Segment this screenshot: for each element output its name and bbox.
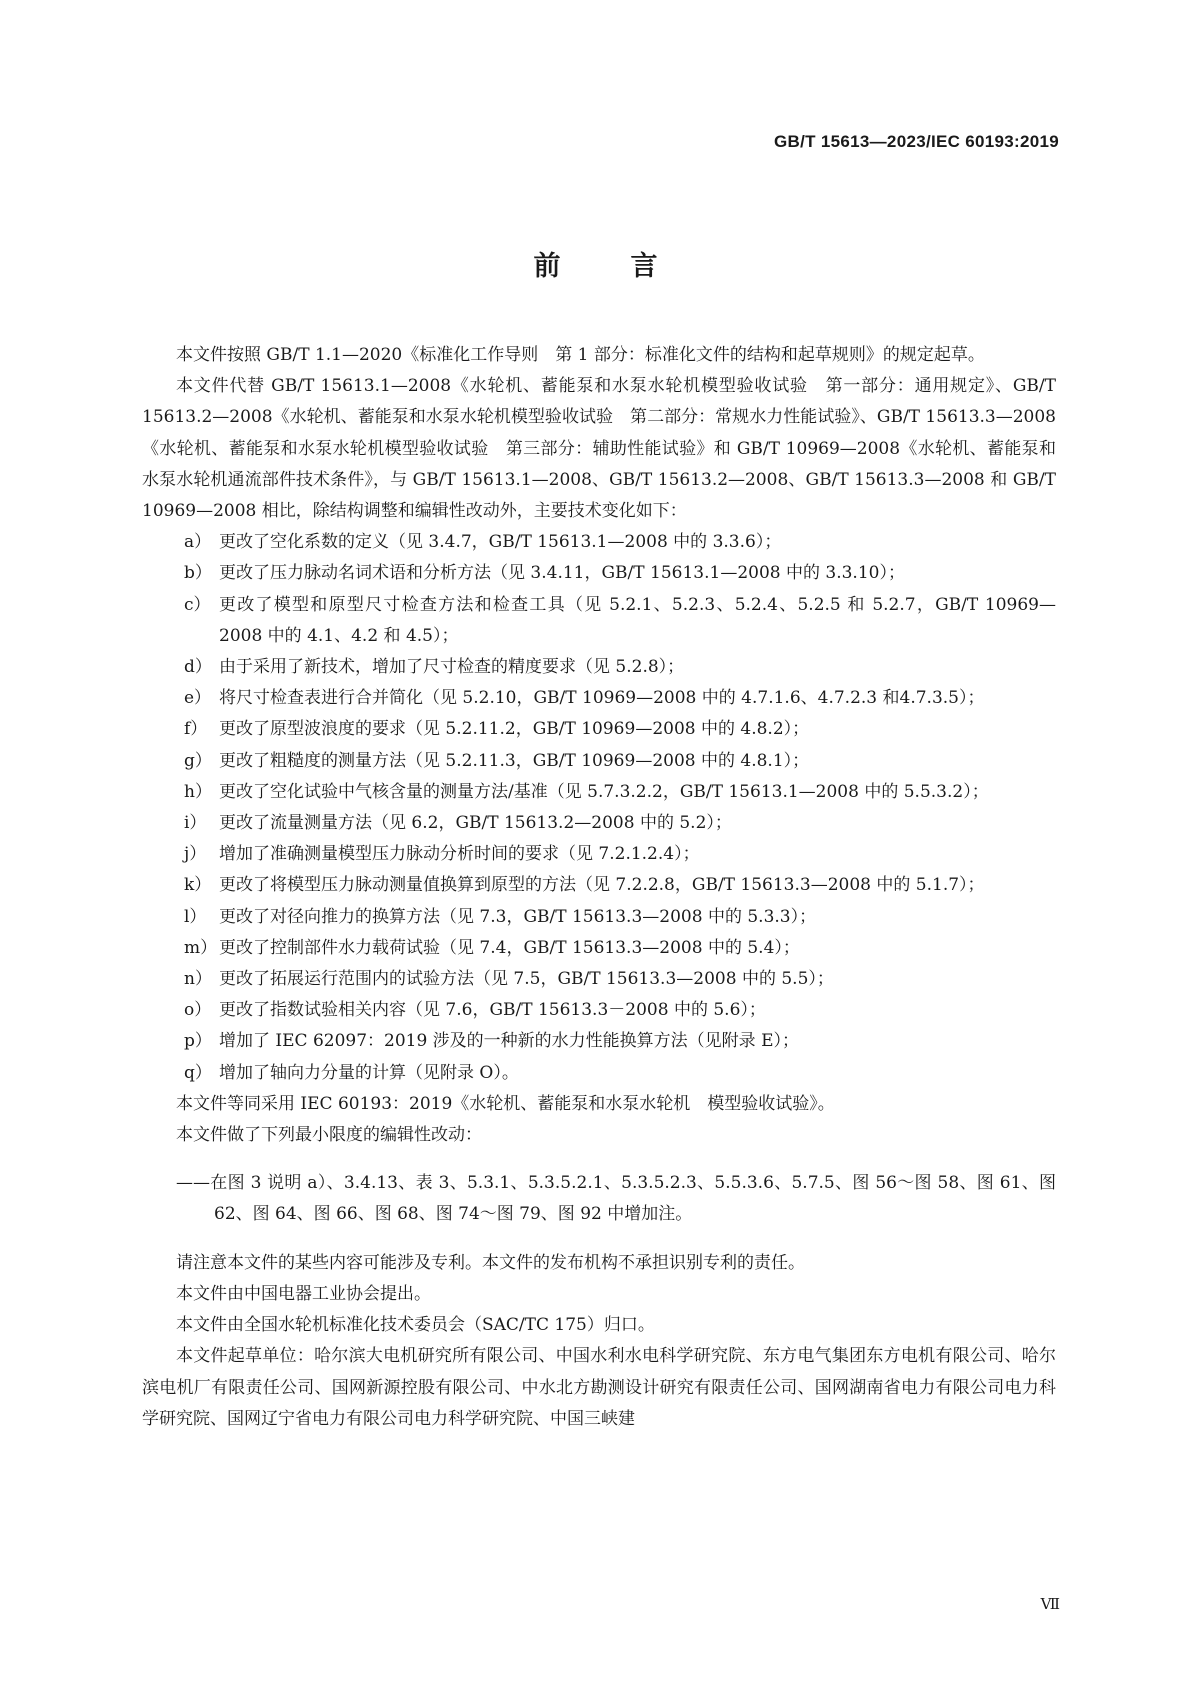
paragraph-drafting-rule: 本文件按照 GB/T 1.1—2020《标准化工作导则 第 1 部分：标准化文件的结构和起草规则》的规定起草。 [176,345,985,365]
list-item-label: h） [184,781,212,802]
list-item-text: 更改了对径向推力的换算方法（见 7.3，GB/T 15613.3—2008 中的 5.3.3）； [219,906,817,927]
list-item-label: b） [184,563,212,584]
document-code-header: GB/T 15613—2023/IEC 60193:2019 [774,132,1059,151]
list-item-label: i） [184,813,207,834]
list-item [142,683,1056,714]
list-item [142,746,1056,777]
list-item-text: 增加了准确测量模型压力脉动分析时间的要求（见 7.2.1.2.4）； [219,844,700,865]
list-item-label: c） [184,594,211,615]
list-item [142,870,1056,901]
paragraph-patent-notice: 请注意本文件的某些内容可能涉及专利。本文件的发布机构不承担识别专利的责任。 [176,1252,805,1273]
list-item-text: 更改了压力脉动名词术语和分析方法（见 3.4.11，GB/T 15613.1—2008 中的 3.3.10）； [219,563,905,584]
paragraph-committee: 本文件由全国水轮机标准化技术委员会（SAC/TC 175）归口。 [176,1315,655,1336]
list-item-label: d） [184,657,212,678]
paragraph-editorial-changes: 本文件做了下列最小限度的编辑性改动： [176,1125,482,1146]
editorial-change-item: ——在图 3 说明 a）、3.4.13、表 3、5.3.1、5.3.5.2.1、5.3.5.2.3、5.5.3.6、5.7.5、图 56～图 58、图 61、图 62、图 64、图 66、图 68、图 74～图 79、图 92 中增加注。 [176,1173,1056,1225]
list-item-label: f） [184,719,208,740]
list-item-text: 更改了控制部件水力载荷试验（见 7.4，GB/T 15613.3—2008 中的 5.4）； [219,937,800,958]
list-item-text: 更改了将模型压力脉动测量值换算到原型的方法（见 7.2.2.8，GB/T 15613.3—2008 中的 5.1.7）； [219,875,985,896]
list-item [142,590,1056,652]
list-item [142,902,1056,933]
list-item [142,1026,1056,1057]
technical-changes-list [142,527,1056,1089]
list-item-label: g） [184,750,212,771]
list-item [142,839,1056,870]
list-item-label: n） [184,969,212,990]
list-item-label: j） [184,844,207,865]
list-item-label: a） [184,532,212,553]
list-item-text: 更改了原型波浪度的要求（见 5.2.11.2，GB/T 10969—2008 中的 4.8.2）； [219,719,810,740]
page-number: Ⅶ [1040,1595,1060,1613]
list-item [142,995,1056,1026]
list-item [142,714,1056,745]
list-item-label: l） [184,906,207,927]
list-item-text: 更改了空化试验中气核含量的测量方法/基准（见 5.7.3.2.2，GB/T 15613.1—2008 中的 5.5.3.2）； [219,781,989,802]
list-item-text: 增加了 IEC 62097：2019 涉及的一种新的水力性能换算方法（见附录 E）； [219,1031,799,1052]
list-item-label: o） [184,1000,212,1021]
list-item [142,808,1056,839]
list-item-text: 增加了轴向力分量的计算（见附录 O）。 [219,1062,519,1083]
list-item-text: 更改了拓展运行范围内的试验方法（见 7.5，GB/T 15613.3—2008 中的 5.5）； [219,969,834,990]
list-item-text: 更改了粗糙度的测量方法（见 5.2.11.3，GB/T 10969—2008 中的 4.8.1）； [219,750,810,771]
list-item-label: k） [184,875,212,896]
list-item-text: 更改了模型和原型尺寸检查方法和检查工具（见 5.2.1、5.2.3、5.2.4、5.2.5 和 5.2.7，GB/T 10969—2008 中的 4.1、4.2 和 4.5）； [219,594,1056,646]
list-item [142,964,1056,995]
paragraph-replacement: 本文件代替 GB/T 15613.1—2008《水轮机、蓄能泵和水泵水轮机模型验收试验 第一部分：通用规定》、GB/T 15613.2—2008《水轮机、蓄能泵和水泵水轮机模型验收试验 第二部分：常规水力性能试验》、GB/T 15613.3—2008《水轮机、蓄能泵和水泵水轮机模型验收试验 第三部分：辅助性能试验》和 GB/T 10969—2008《水轮机、蓄能泵和水泵水轮机通流部件技术条件》，与 GB/T 15613.1—2008、GB/T 15613.2—2008、GB/T 15613.3—2008 和 GB/T 10969—2008 相比，除结构调整和编辑性改动外，主要技术变化如下： [142,376,1056,522]
page-title: 前言 [533,251,728,282]
list-item [142,933,1056,964]
list-item-label: m） [184,937,218,958]
list-item-text: 由于采用了新技术，增加了尺寸检查的精度要求（见 5.2.8）； [219,657,685,678]
foreword-body [142,340,1056,1435]
list-item-label: q） [184,1062,212,1083]
list-item [142,1058,1056,1089]
list-item-text: 将尺寸检查表进行合并简化（见 5.2.10，GB/T 10969—2008 中的 4.7.1.6、4.7.2.3 和4.7.3.5）； [219,688,985,709]
list-item-label: p） [184,1031,212,1052]
list-item-text: 更改了流量测量方法（见 6.2，GB/T 15613.2—2008 中的 5.2）； [219,813,732,834]
paragraph-identical-adoption: 本文件等同采用 IEC 60193：2019《水轮机、蓄能泵和水泵水轮机 模型验收试验》。 [176,1093,835,1114]
list-item [142,777,1056,808]
list-item [142,527,1056,558]
list-item [142,652,1056,683]
paragraph-proposer: 本文件由中国电器工业协会提出。 [176,1283,431,1304]
list-item [142,558,1056,589]
list-item-text: 更改了空化系数的定义（见 3.4.7，GB/T 15613.1—2008 中的 3.3.6）； [219,532,782,553]
list-item-text: 更改了指数试验相关内容（见 7.6，GB/T 15613.3－2008 中的 5.6）； [219,1000,766,1021]
paragraph-drafting-organizations: 本文件起草单位：哈尔滨大电机研究所有限公司、中国水利水电科学研究院、东方电气集团东方电机有限公司、哈尔滨电机厂有限责任公司、国网新源控股有限公司、中水北方勘测设计研究有限责任公司、国网湖南省电力有限公司电力科学研究院、国网辽宁省电力有限公司电力科学研究院、中国三峡建 [142,1346,1056,1429]
list-item-label: e） [184,688,212,709]
